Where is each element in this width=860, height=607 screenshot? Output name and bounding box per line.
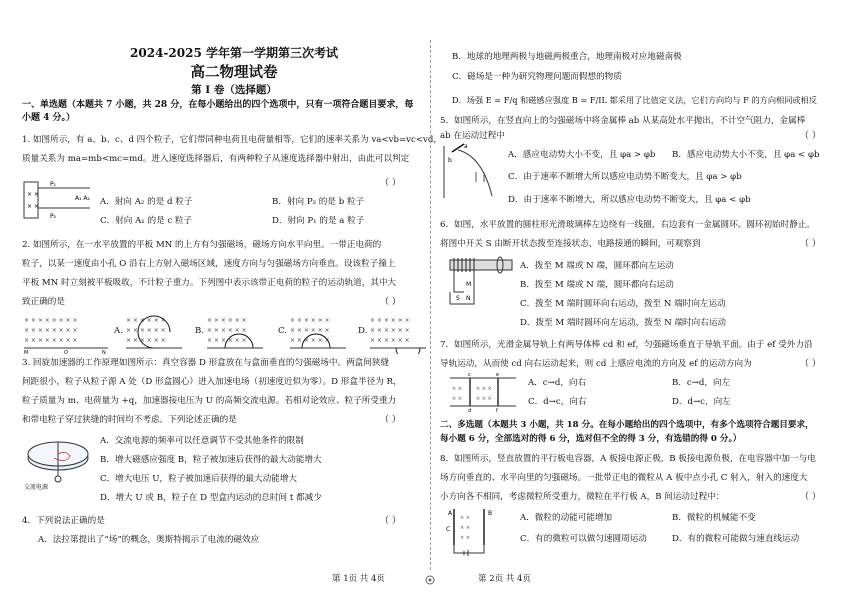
svg-text:× ×: × × [460, 515, 470, 521]
q7-line2: 导轨运动，从而使 cd 向右运动起来，则 cd 上感应电流的方向及 ef 的运动方向为 [440, 359, 752, 369]
q2-line3: 平板 MN 时立刻被平板吸收，不计粒子重力。下列图中表示该带正电荷的粒子的运动轨道，其中大 [22, 278, 397, 288]
q3-option-a[interactable]: A．交流电源的频率可以任意调节不受其他条件的限制 [100, 436, 304, 446]
q8-option-d[interactable]: D．有的微粒可能做匀速直线运动 [672, 534, 800, 544]
q3-line4: 和带电粒子穿过狭缝的时间均不考虑。下列论述正确的是 [22, 415, 237, 425]
svg-text:× ×: × × [452, 396, 462, 402]
q5-option-a[interactable]: A．感应电动势大小不变，且 φa > φb [508, 150, 656, 160]
exam-title: 2024-2025 学年第一学期第三次考试 [130, 46, 338, 60]
q2-option-d-label[interactable]: D. [358, 326, 368, 336]
footer-page-left: 第 1页 共 4页 [332, 574, 385, 584]
q2-option-a-label[interactable]: A. [114, 326, 123, 336]
svg-text:× × × × × ×: × × × × × × [370, 317, 410, 324]
svg-text:× × × × × ×: × × × × × × [370, 337, 410, 344]
q5-option-b[interactable]: B．感应电动势大小不变，且 φa < φb [672, 150, 820, 160]
q4-option-a[interactable]: A．法拉第提出了“场”的概念，奥斯特揭示了电流的磁效应 [38, 535, 260, 545]
q3-option-d[interactable]: D．增大 U 或 B，粒子在 D 型盒内运动的总时间 t 都减少 [100, 493, 322, 503]
coil-ring-figure [440, 252, 516, 316]
q2-line2: 粒子，以某一速度由小孔 O 沿右上方射入磁场区域，速度方向与匀强磁场方向垂直。设该粒子撞上 [22, 259, 396, 269]
q7-option-a[interactable]: A．c→d，向右 [528, 378, 587, 388]
q2-option-a-figure[interactable] [124, 314, 184, 354]
svg-text:P₁: P₁ [50, 181, 57, 188]
q5-option-c[interactable]: C．由于速率不断增大所以感应电动势不断变大，且 φa > φb [508, 172, 742, 182]
svg-text:× ×: × × [27, 203, 39, 210]
svg-text:× × × × × ×: × × × × × × [290, 337, 330, 344]
q3-option-c[interactable]: C．增大电压 U，粒子被加速后获得的最大动能增大 [100, 474, 298, 484]
section1-heading-1: 一、单选题（本题共 7 小题，共 28 分，在每小题给出的四个选项中，只有一项符合题目要求，每 [22, 100, 414, 110]
q1-line2: 质量关系为 ma=mb<mc=md。进入速度选择器后，有两种粒子从速度选择器中射出，由此可以判定 [22, 154, 410, 164]
section2-heading-2: 每小题 6 分，全部选对的得 6 分，选对但不全的得 3 分，有选错的得 0 分。） [440, 434, 742, 444]
q7-option-d[interactable]: D．d→c，向左 [672, 397, 731, 407]
svg-text:× × × × × ×: × × × × × × [126, 327, 166, 334]
q7-option-c[interactable]: C．d→c，向右 [528, 397, 587, 407]
q5-line2: ab 在运动过程中 [440, 131, 505, 141]
q8-line2: 场方向垂直的、水平向里的匀强磁场。一批带正电的微粒从 A 板中点小孔 C 射入，射入的速度大 [440, 473, 808, 483]
q8-option-a[interactable]: A．微粒的动能可能增加 [520, 513, 613, 523]
q7-option-b[interactable]: B．c→d，向左 [672, 378, 731, 388]
svg-text:× × × × × ×: × × × × × × [126, 337, 166, 344]
q1-option-c[interactable]: C．射向 A₁ 的是 c 粒子 [100, 216, 193, 226]
q3-line3: 粒子质量为 m、电荷量为 +q，加速器接电压为 U 的高频交流电源。若相对论效应、粒子所受重力 [22, 396, 397, 406]
q5-option-d[interactable]: D．由于速率不断增大，所以感应电动势不断变大，且 φa < φb [508, 195, 751, 205]
svg-text:S: S [456, 295, 460, 302]
q6-option-a[interactable]: A．拨至 M 端或 N 端，圆环都向左运动 [520, 261, 674, 271]
q2-option-c-label[interactable]: C. [278, 326, 288, 336]
q8-line3: 小方向各不相同，考虑微粒所受重力，微粒在平行板 A，B 间运动过程中： [440, 492, 725, 502]
q4-line1: 4．下列说法正确的是 [22, 516, 105, 526]
q8-option-b[interactable]: B．微粒的机械能不变 [672, 513, 756, 523]
q3-option-b[interactable]: B．增大磁感应强度 B，粒子被加速后获得的最大动能增大 [100, 455, 322, 465]
svg-text:a: a [464, 143, 468, 150]
q7-line1: 7．如图所示，光滑金属导轨上有两导体棒 cd 和 ef，匀强磁场垂直于导轨平面。由于 ef 受外力沿 [440, 340, 813, 350]
part-title: 第 I 卷（选择题） [191, 84, 277, 96]
svg-text:× × × × × × × ×: × × × × × × × × [24, 317, 78, 324]
q6-line2: 将图中开关 S 由断开状态拨至连接状态，电路接通的瞬间，可观察到 [440, 239, 701, 249]
q4-option-d[interactable]: D．场强 E = F/q 和磁感应强度 B = F/IL 都采用了比值定义法，它们方向均与 F 的方向相同或相反 [452, 95, 817, 105]
svg-text:× × ×: × × × [476, 386, 492, 392]
svg-text:d: d [468, 408, 472, 412]
q2-paren: （ ） [380, 297, 401, 307]
q2-option-d-figure[interactable] [368, 314, 428, 354]
svg-text:× ×: × × [27, 191, 39, 198]
svg-text:N: N [466, 295, 471, 302]
q6-line1: 6．如图，水平放置的圆柱形光滑玻璃棒左边绕有一线圈，右边套有一金属圆环。圆环初始时静止。 [440, 220, 816, 230]
capacitor-figure [444, 505, 500, 557]
svg-text:N: N [102, 350, 106, 354]
svg-text:× ×: × × [460, 525, 470, 531]
q5-line1: 5．如图所示，在竖直向上的匀强磁场中将金属棒 ab 从某高处水平抛出，不计空气阻力，金属棒 [440, 116, 806, 126]
q2-field-figure [22, 314, 112, 354]
svg-text:× × × × × × × ×: × × × × × × × × [24, 327, 78, 334]
q3-line2: 间距很小，粒子从粒子源 A 处（D 形盒圆心）进入加速电场（初速度近似为零）。D 形盒半径为 R， [22, 377, 402, 387]
paper-title: 高二物理试卷 [190, 64, 278, 81]
q2-line1: 2. 如图所示，在一水平放置的平板 MN 的上方有匀强磁场，磁场方向水平向里。一带正电荷的 [22, 240, 382, 250]
svg-text:× × × × × ×: × × × × × × [207, 317, 247, 324]
q5-paren: （ ） [800, 131, 821, 141]
svg-text:e: e [496, 372, 500, 378]
cyclotron-figure [18, 432, 98, 490]
q1-option-d[interactable]: D．射向 P₁ 的是 a 粒子 [272, 216, 365, 226]
footer-page-right: 第 2页 共 4页 [478, 574, 531, 584]
cyclotron-caption: 交流电源 [24, 484, 49, 491]
q6-paren: （ ） [800, 239, 821, 249]
q4-paren: （ ） [380, 516, 401, 526]
section1-heading-2: 小题 4 分。） [22, 113, 76, 123]
svg-text:× × × × × ×: × × × × × × [207, 337, 247, 344]
svg-text:× × × × × × × ×: × × × × × × × × [24, 337, 78, 344]
column-divider [430, 40, 431, 570]
svg-text:× × × × × ×: × × × × × × [207, 327, 247, 334]
q1-option-b[interactable]: B．射向 P₂ 的是 b 粒子 [272, 197, 365, 207]
q8-line1: 8．如图所示，竖直放置的平行板电容器，A 板接电源正极，B 板接电源负极，在电容器中加一与电 [440, 454, 816, 464]
q3-paren: （ ） [380, 415, 401, 425]
q1-line1: 1. 如图所示，有 a、b、c、d 四个粒子，它们带同种电荷且电荷量相等，它们的速率关系为 va<vb=vc<vd， [22, 135, 442, 145]
q6-option-c[interactable]: C．拨至 M 端时圆环向右运动，拨至 N 端时向左运动 [520, 299, 726, 309]
q2-line4: 致正确的是 [22, 297, 65, 307]
binding-hole-icon [424, 574, 436, 586]
q2-option-b-figure[interactable] [205, 314, 265, 354]
q1-paren: （ ） [380, 178, 401, 188]
q1-option-a[interactable]: A．射向 A₂ 的是 d 粒子 [100, 197, 193, 207]
q2-option-c-figure[interactable] [288, 314, 348, 354]
svg-text:P₂: P₂ [50, 213, 57, 220]
svg-text:b: b [448, 157, 452, 164]
q8-option-c[interactable]: C．有的微粒可以做匀速圆周运动 [520, 534, 647, 544]
svg-text:× × × × × ×: × × × × × × [290, 317, 330, 324]
q7-paren: （ ） [800, 359, 821, 369]
svg-text:C: C [446, 526, 451, 533]
svg-text:f: f [496, 408, 498, 412]
rails-figure [448, 372, 518, 412]
svg-text:B: B [488, 510, 493, 517]
svg-text:A: A [448, 510, 453, 517]
svg-text:A₁ A₂: A₁ A₂ [75, 195, 90, 202]
svg-text:× ×: × × [452, 386, 462, 392]
q3-line1: 3. 回旋加速器的工作原理如图所示：真空容器 D 形盒放在与盒面垂直的匀强磁场中。两盒间狭缝 [22, 358, 390, 368]
section2-heading-1: 二、多选题（本题共 3 小题，共 18 分。在每小题给出的四个选项中，有多个选项符合题目要求， [440, 420, 814, 430]
svg-text:× × ×: × × × [476, 396, 492, 402]
velocity-selector-figure [20, 178, 100, 222]
svg-text:O: O [64, 350, 68, 354]
q4-option-c[interactable]: C．磁场是一种为研究物理问题而假想的物质 [452, 72, 622, 82]
q2-option-b-label[interactable]: B. [195, 326, 205, 336]
falling-rod-figure [438, 142, 498, 202]
svg-text:c: c [468, 372, 471, 378]
svg-text:M: M [466, 281, 472, 288]
svg-text:× × × × × ×: × × × × × × [370, 327, 410, 334]
svg-text:× × × × × ×: × × × × × × [290, 327, 330, 334]
q4-option-b[interactable]: B．地球的地理两极与地磁两极重合，地理南极对应地磁南极 [452, 52, 682, 62]
svg-text:× ×: × × [460, 535, 470, 541]
svg-text:M: M [24, 350, 29, 354]
svg-text:× × × × × ×: × × × × × × [126, 317, 166, 324]
q8-paren: （ ） [800, 492, 821, 502]
q6-option-b[interactable]: B．拨至 M 端或 N 端，圆环都向右运动 [520, 280, 674, 290]
q6-option-d[interactable]: D．拨至 M 端时圆环向左运动，拨至 N 端时向右运动 [520, 318, 727, 328]
